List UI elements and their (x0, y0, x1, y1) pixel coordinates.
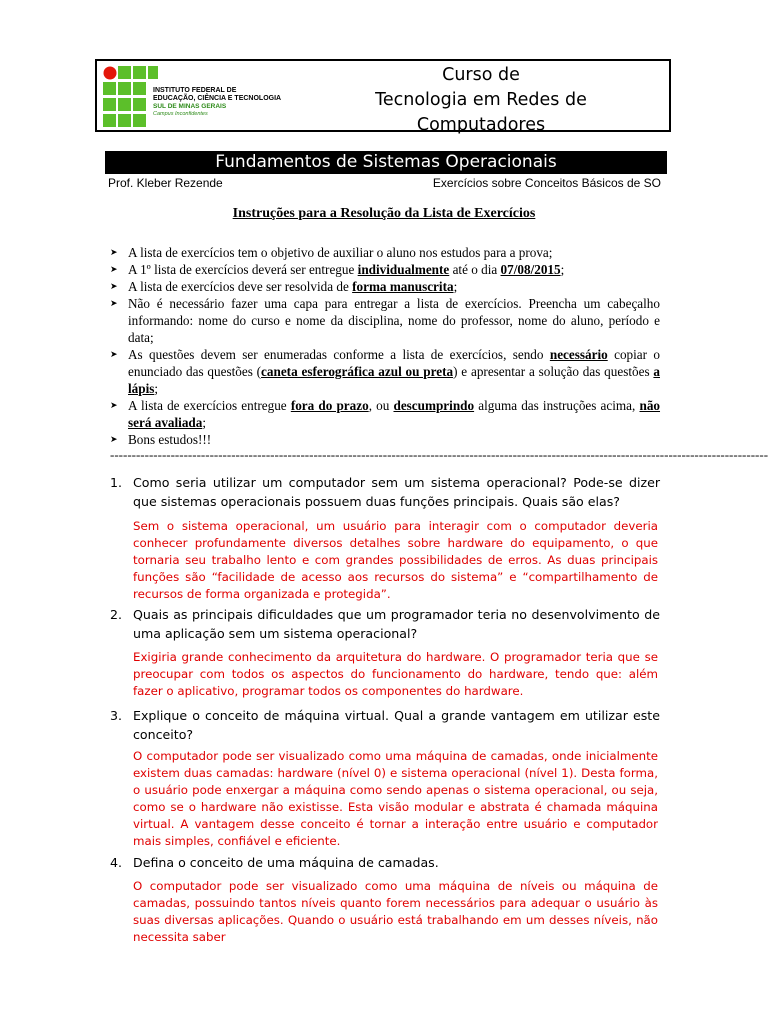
instruction-emphasis: a lápis (128, 364, 660, 396)
question-3 (110, 706, 660, 744)
instruction-emphasis: caneta esferográfica azul ou preta (261, 364, 454, 379)
professor-name: Prof. Kleber Rezende (108, 176, 223, 190)
question-4 (110, 853, 660, 872)
logo-square (103, 114, 116, 127)
logo-square (118, 114, 131, 127)
logo-square (118, 98, 131, 111)
logo-square (133, 114, 146, 127)
instruction-emphasis: individualmente (357, 262, 450, 277)
course-line: Computadores (416, 115, 546, 135)
instruction-emphasis: descumprindo (393, 398, 475, 413)
instruction-text: alguma das instruções acima, (474, 398, 640, 413)
institution-line: Campus Inconfidentes (153, 111, 208, 117)
instruction-item (110, 295, 660, 346)
instructions-title: Instruções para a Resolução da Lista de Exercícios (232, 206, 536, 221)
logo-square (148, 66, 158, 79)
instruction-emphasis: 07/08/2015 (500, 262, 561, 277)
institution-line: EDUCAÇÃO, CIÊNCIA E TECNOLOGIA (153, 95, 282, 102)
instruction-text: até o dia (449, 262, 501, 277)
question-text: Como seria utilizar um computador sem um sistema operacional? Pode-se dizer que sistemas operacionais possuem duas funções principais. Quais são elas? (133, 475, 660, 509)
answer-2: Exigiria grande conhecimento da arquitetura do hardware. O programador teria que se preocupar com todos os aspectos do funcionamento do hardware, tendo que: além fazer o aplicativo, programar todos os componentes do hardware. (133, 650, 658, 698)
logo-square (103, 98, 116, 111)
instruction-emphasis: forma manuscrita (352, 279, 454, 294)
instruction-item (110, 244, 660, 261)
question-number: 4. (110, 855, 123, 870)
question-text: Defina o conceito de uma máquina de camadas. (133, 855, 439, 870)
logo-square (133, 82, 146, 95)
instruction-emphasis: necessário (549, 347, 608, 362)
logo-square (118, 82, 131, 95)
divider-line: -------------------------------------------------------------------------------------------------------------------------------------------------------- (110, 447, 768, 462)
instruction-text: ; (560, 262, 565, 277)
question-text: Explique o conceito de máquina virtual. Qual a grande vantagem em utilizar este conceito? (133, 708, 660, 742)
logo-square (133, 98, 146, 111)
question-text: Quais as principais dificuldades que um programador teria no desenvolvimento de uma aplicação sem um sistema operacional? (133, 607, 660, 641)
instruction-item (110, 346, 660, 397)
answer-1: Sem o sistema operacional, um usuário para interagir com o computador deveria conhecer profundamente diversos detalhes sobre hardware do equipamento, o que tornaria seu trabalho lento e com grandes possibilidades de erros. As duas principais funções são “facilidade de acesso aos recursos do sistema” e “compartilhamento de recursos de forma organizada e protegida”. (133, 519, 658, 601)
question-number: 2. (110, 607, 123, 622)
instruction-item (110, 431, 660, 448)
question-1 (110, 473, 660, 511)
instruction-text: copiar o enunciado das questões ( (128, 347, 660, 379)
question-number: 3. (110, 708, 123, 723)
answer-4: O computador pode ser visualizado como uma máquina de níveis ou máquina de camadas, possuindo tantos níveis quanto forem necessários para adequar o usuário às suas diversas aplicações. Quando o usuário está trabalhando em um desses níveis, não necessita saber (133, 879, 658, 944)
instruction-emphasis: fora do prazo (290, 398, 369, 413)
course-line: Curso de (442, 65, 520, 85)
answer-3: O computador pode ser visualizado como uma máquina de camadas, onde inicialmente existem duas camadas: hardware (nível 0) e sistema operacional (nível 1). Desta forma, o usuário pode enxergar a máquina como sendo apenas o sistema operacional, ou seja, como se o hardware não existisse. Esta visão modular e abstrata é chamada máquina virtual. A vantagem desse conceito é tornar a interação entre usuário e computador mais simples, confiável e eficiente. (133, 749, 658, 848)
instruction-text: Bons estudos!!! (128, 432, 212, 447)
logo-square (118, 66, 131, 79)
instruction-text: Não é necessário fazer uma capa para entregar a lista de exercícios. Preencha um cabeçalho informando: nome do curso e nome da disciplina, nome do professor, nome do aluno, período e data; (128, 296, 660, 345)
instruction-text: ; (154, 381, 159, 396)
instruction-text: ) e apresentar a solução das questões (453, 364, 654, 379)
course-title (297, 63, 665, 138)
instruction-text: A lista de exercícios tem o objetivo de auxiliar o aluno nos estudos para a prova; (128, 245, 553, 260)
instruction-text: , ou (368, 398, 394, 413)
header-box (95, 59, 671, 135)
institution-line: SUL DE MINAS GERAIS (153, 103, 227, 110)
instruction-item (110, 261, 660, 278)
instruction-text: A 1º lista de exercícios deverá ser entregue (128, 262, 358, 277)
instruction-item (110, 397, 660, 431)
logo-red-circle (104, 67, 117, 80)
instruction-text: A lista de exercícios entregue (128, 398, 291, 413)
logo-square (133, 66, 146, 79)
question-2 (110, 605, 660, 643)
instruction-text: A lista de exercícios deve ser resolvida de (128, 279, 353, 294)
instruction-text: ; (453, 279, 458, 294)
instructions-list (110, 244, 660, 448)
subject-title-bar: Fundamentos de Sistemas Operacionais (105, 151, 667, 174)
institution-logo (103, 66, 283, 128)
exercise-subject: Exercícios sobre Conceitos Básicos de SO (432, 176, 661, 190)
instruction-text: As questões devem ser enumeradas conforme a lista de exercícios, sendo (128, 347, 550, 362)
course-line: Tecnologia em Redes de (375, 90, 587, 110)
institution-line: INSTITUTO FEDERAL DE (153, 87, 237, 94)
instruction-item (110, 278, 660, 295)
logo-square (103, 82, 116, 95)
instruction-emphasis: não será avaliada (128, 398, 661, 430)
instruction-text: ; (202, 415, 207, 430)
question-number: 1. (110, 475, 123, 490)
